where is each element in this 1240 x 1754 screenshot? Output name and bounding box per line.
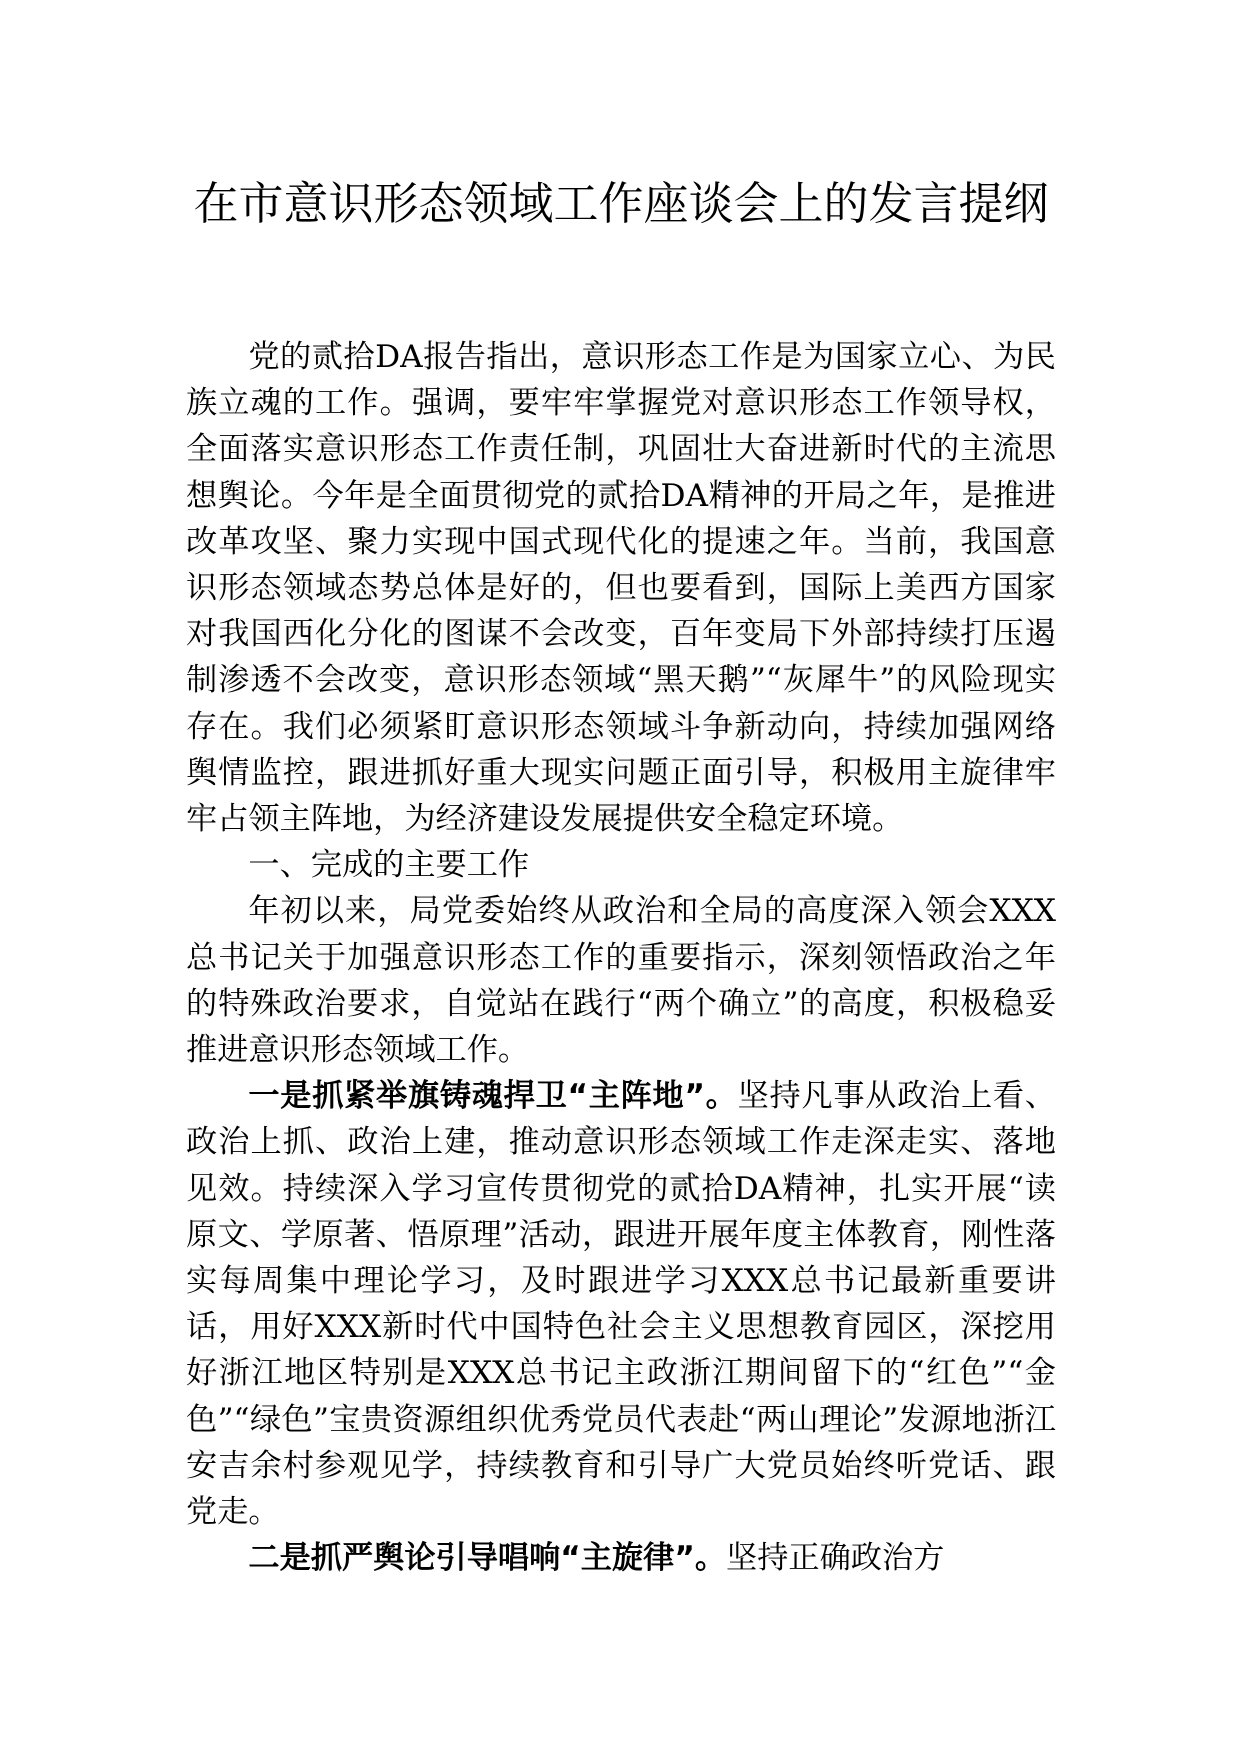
document-title: 在市意识形态领域工作座谈会上的发言提纲 xyxy=(193,177,1049,230)
paragraph-point-two xyxy=(186,1535,1056,1581)
document-body xyxy=(186,334,1056,1581)
paragraph-text: 一、完成的主要工作 xyxy=(248,847,530,884)
paragraph-intro xyxy=(186,334,1056,842)
paragraph-lead: 二是抓严舆论引导唱响“主旋律”。 xyxy=(248,1540,727,1577)
paragraph-point-one xyxy=(186,1073,1056,1535)
paragraph-overview xyxy=(186,888,1056,1073)
paragraph-text: 年初以来，局党委始终从政治和全局的高度深入领会XXX总书记关于加强意识形态工作的重要指示，深刻领悟政治之年的特殊政治要求，自觉站在践行“两个确立”的高度，积极稳妥推进意识形态领域工作。 xyxy=(186,893,1056,1069)
paragraph-text: 坚持正确政治方 xyxy=(726,1540,945,1577)
paragraph-lead: 一是抓紧举旗铸魂捍卫“主阵地”。 xyxy=(248,1078,738,1115)
paragraph-text: 党的贰拾DA报告指出，意识形态工作是为国家立心、为民族立魂的工作。强调，要牢牢掌握党对意识形态工作领导权，全面落实意识形态工作责任制，巩固壮大奋进新时代的主流思想舆论。今年是全面贯彻党的贰拾DA精神的开局之年，是推进改革攻坚、聚力实现中国式现代化的提速之年。当前，我国意识形态领域态势总体是好的，但也要看到，国际上美西方国家对我国西化分化的图谋不会改变，百年变局下外部持续打压遏制渗透不会改变，意识形态领域“黑天鹅”“灰犀牛”的风险现实存在。我们必须紧盯意识形态领域斗争新动向，持续加强网络舆情监控，跟进抓好重大现实问题正面引导，积极用主旋律牢牢占领主阵地，为经济建设发展提供安全稳定环境。 xyxy=(186,339,1056,838)
section-heading xyxy=(186,842,1056,888)
paragraph-text: 坚持凡事从政治上看、政治上抓、政治上建，推动意识形态领域工作走深走实、落地见效。持续深入学习宣传贯彻党的贰拾DA精神，扎实开展“读原文、学原著、悟原理”活动，跟进开展年度主体教育，刚性落实每周集中理论学习，及时跟进学习XXX总书记最新重要讲话，用好XXX新时代中国特色社会主义思想教育园区，深挖用好浙江地区特别是XXX总书记主政浙江期间留下的“红色”“金色”“绿色”宝贵资源组织优秀党员代表赴“两山理论”发源地浙江安吉余村参观见学，持续教育和引导广大党员始终听党话、跟党走。 xyxy=(186,1078,1056,1531)
